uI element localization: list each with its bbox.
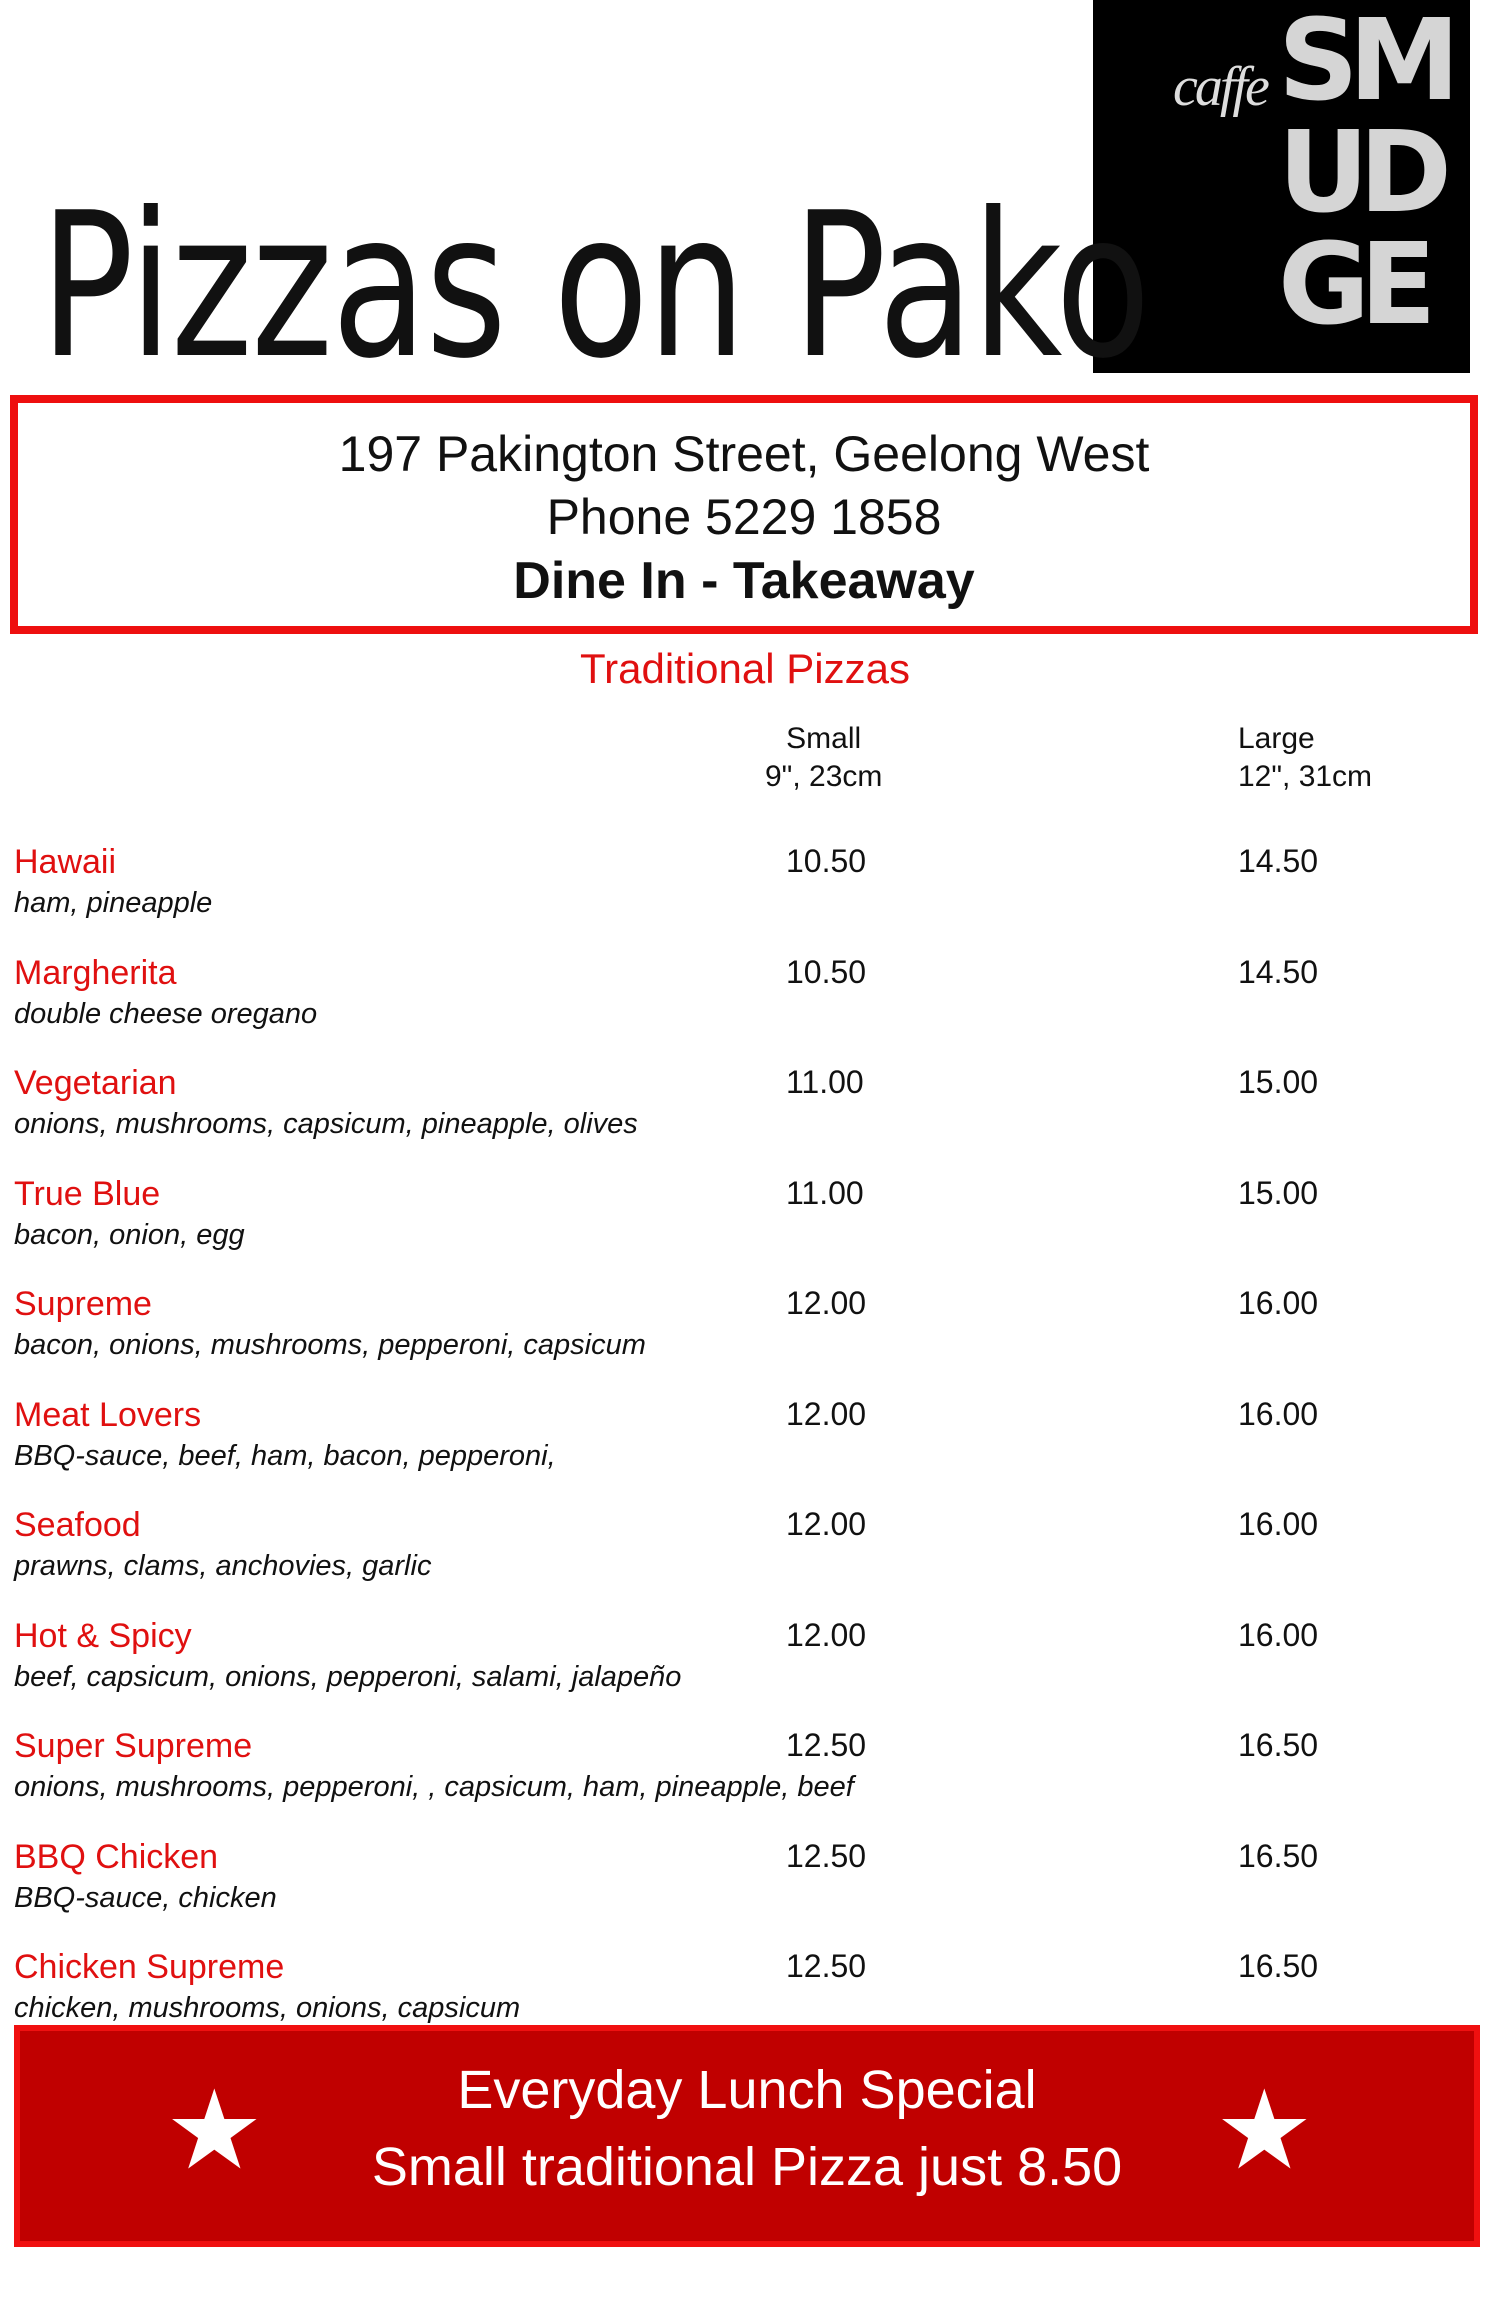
logo-prefix: caffe xyxy=(1173,56,1267,118)
menu-item xyxy=(14,954,1414,1054)
pizza-description: beef, capsicum, onions, pepperoni, salami, jalapeño xyxy=(14,1660,682,1693)
pizza-name: Hawaii xyxy=(14,843,117,881)
page-title: Pizzas on Pako xyxy=(40,170,1150,403)
column-header-small xyxy=(765,720,882,796)
pizza-name: Vegetarian xyxy=(14,1064,177,1102)
menu-item xyxy=(14,1838,1414,1938)
pizza-description: onions, mushrooms, pepperoni, , capsicum, ham, pineapple, beef xyxy=(14,1771,854,1803)
pizza-name: Supreme xyxy=(14,1285,152,1323)
price-small: 12.00 xyxy=(786,1395,867,1432)
menu-item xyxy=(14,1727,1414,1827)
menu-item xyxy=(14,1285,1414,1385)
price-small: 12.50 xyxy=(786,1727,867,1763)
price-small: 10.50 xyxy=(786,953,867,990)
pizza-name: True Blue xyxy=(14,1174,161,1213)
price-small: 12.00 xyxy=(786,1285,867,1321)
pizza-description: onions, mushrooms, capsicum, pineapple, olives xyxy=(14,1108,638,1140)
lunch-special-banner xyxy=(14,2025,1480,2247)
price-small: 12.50 xyxy=(786,1948,867,1984)
price-large: 15.00 xyxy=(1238,1174,1319,1211)
menu-item xyxy=(14,1617,1414,1717)
price-large: 14.50 xyxy=(1238,843,1319,879)
banner-offer: Small traditional Pizza just 8.50 xyxy=(371,2137,1123,2197)
pizza-name: Meat Lovers xyxy=(14,1395,202,1434)
pizza-description: BBQ-sauce, beef, ham, bacon, pepperoni, xyxy=(14,1439,556,1472)
price-large: 16.00 xyxy=(1238,1285,1319,1321)
service-type: Dine In - Takeaway xyxy=(513,552,975,610)
small-size: 9", 23cm xyxy=(765,760,883,793)
logo-name: SMUDGE xyxy=(1278,0,1451,350)
pizza-name: Margherita xyxy=(14,953,177,992)
star-icon: ★ xyxy=(1215,2069,1314,2192)
pizza-name: Super Supreme xyxy=(14,1727,253,1765)
pizza-name: Seafood xyxy=(14,1506,141,1544)
pizza-description: BBQ-sauce, chicken xyxy=(14,1881,277,1914)
caffe-smudge-logo xyxy=(1093,0,1470,373)
large-size: 12", 31cm xyxy=(1238,760,1373,793)
small-label: Small xyxy=(786,722,862,755)
price-large: 16.00 xyxy=(1238,1395,1319,1432)
price-large: 16.50 xyxy=(1238,1727,1319,1763)
price-large: 15.00 xyxy=(1238,1064,1319,1100)
menu-item xyxy=(14,1396,1414,1496)
pizza-description: double cheese oregano xyxy=(14,997,318,1030)
menu-item xyxy=(14,1506,1414,1606)
star-icon: ★ xyxy=(165,2069,264,2192)
pizza-description: prawns, clams, anchovies, garlic xyxy=(14,1550,432,1582)
price-large: 14.50 xyxy=(1238,953,1319,990)
column-header-large xyxy=(1238,720,1372,796)
info-box xyxy=(10,395,1478,634)
price-large: 16.50 xyxy=(1238,1948,1319,1984)
price-large: 16.00 xyxy=(1238,1616,1319,1653)
menu-item xyxy=(14,1064,1414,1164)
section-heading: Traditional Pizzas xyxy=(580,645,910,692)
pizza-name: BBQ Chicken xyxy=(14,1837,219,1876)
price-small: 12.50 xyxy=(786,1837,867,1874)
pizza-name: Chicken Supreme xyxy=(14,1948,285,1986)
price-large: 16.50 xyxy=(1238,1837,1319,1874)
menu-item xyxy=(14,843,1414,943)
pizza-name: Hot & Spicy xyxy=(14,1616,192,1655)
pizza-description: bacon, onions, mushrooms, pepperoni, capsicum xyxy=(14,1329,646,1361)
banner-title: Everyday Lunch Special xyxy=(457,2060,1037,2120)
price-small: 12.00 xyxy=(786,1616,867,1653)
pizza-description: chicken, mushrooms, onions, capsicum xyxy=(14,1992,521,2024)
price-small: 12.00 xyxy=(786,1506,867,1542)
price-small: 10.50 xyxy=(786,843,867,879)
menu-item xyxy=(14,1175,1414,1275)
phone: Phone 5229 1858 xyxy=(546,489,942,545)
price-small: 11.00 xyxy=(786,1174,864,1211)
price-large: 16.00 xyxy=(1238,1506,1319,1542)
address: 197 Pakington Street, Geelong West xyxy=(338,426,1150,482)
pizza-description: ham, pineapple xyxy=(14,887,213,919)
price-small: 11.00 xyxy=(786,1064,864,1100)
pizza-description: bacon, onion, egg xyxy=(14,1218,245,1251)
large-label: Large xyxy=(1238,722,1315,755)
